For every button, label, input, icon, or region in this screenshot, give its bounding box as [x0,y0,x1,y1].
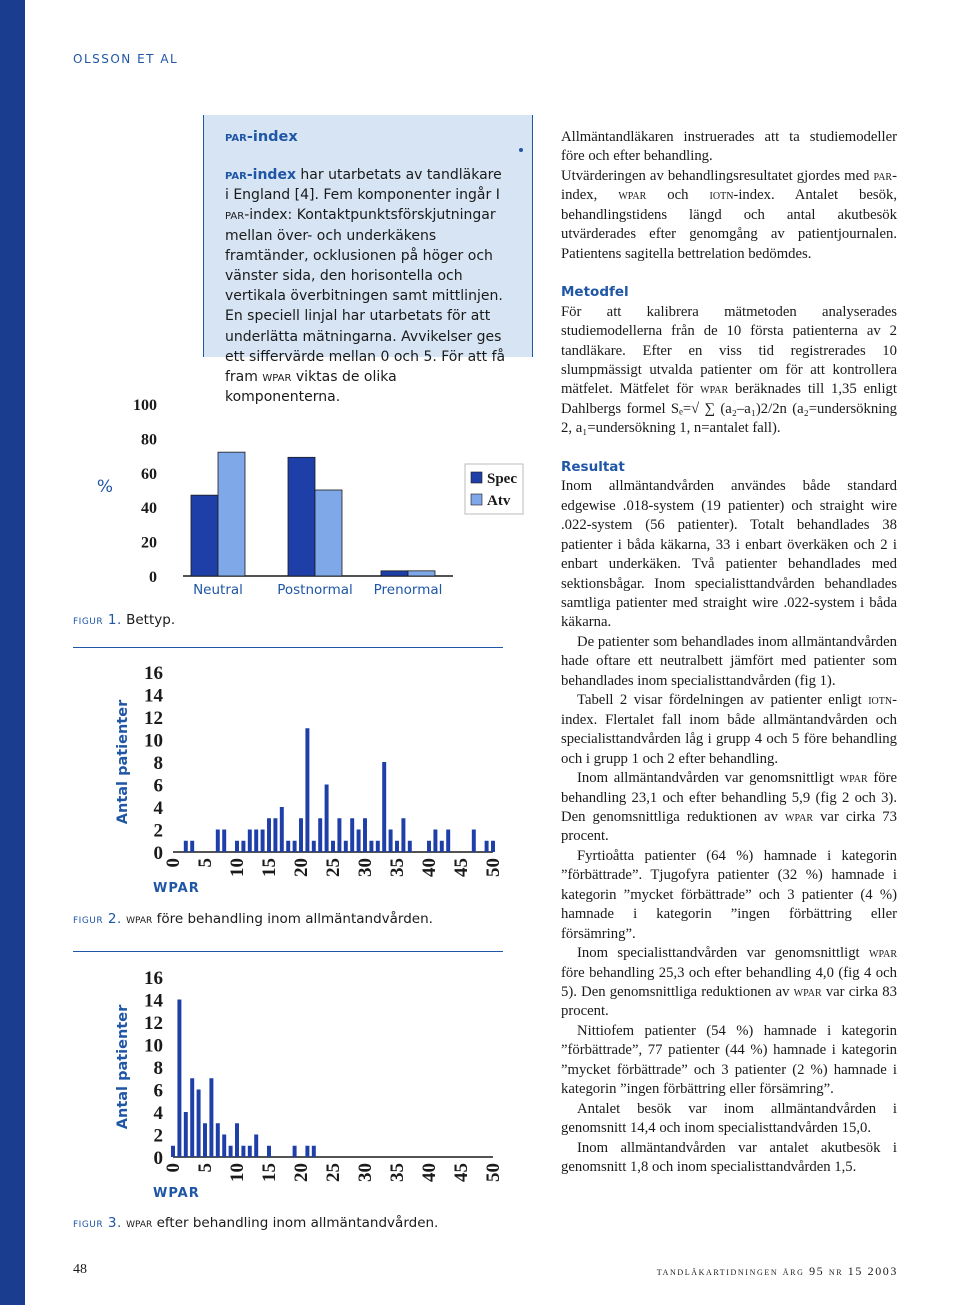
x-tick-label: 40 [419,858,440,877]
body-paragraph: Antalet besök var inom allmäntandvården i genomsnitt 14,4 och inom specialisttandvården 15,0. [561,1100,897,1137]
histogram-bar [491,841,495,852]
x-tick-label: 30 [355,858,376,877]
y-tick-label: 0 [153,843,163,864]
histogram-bar [446,830,450,853]
bar-atv-postnormal [315,490,342,576]
body-text-column [561,128,897,1178]
histogram-bar [344,841,348,852]
histogram-bar [267,1146,271,1157]
x-tick-label: 35 [387,858,408,877]
category-label: Prenormal [373,582,443,598]
histogram-bar [248,830,252,853]
histogram-bar [280,807,284,852]
histogram-bar [216,830,220,853]
histogram-bar [254,830,258,853]
histogram-bar [190,1078,194,1157]
x-tick-label: 25 [323,858,344,877]
y-tick-label: 60 [141,465,157,483]
y-tick-label: 0 [153,1148,163,1169]
x-tick-label: 25 [323,1163,344,1182]
body-paragraph: Nittiofem patienter (54 %) hamnade i kategorin ”förbättrade”, 77 patienter (44 %) hamnade i kategorin ”mycket förbättrade” och 3 patienter (2 %) hamnade i kategorin ”ingen förbättring eller försämring”. [561,1022,897,1098]
x-tick-label: 45 [451,858,472,877]
x-tick-label: 10 [227,858,248,877]
x-tick-label: 15 [259,858,280,877]
histogram-bar [248,1146,252,1157]
figure3-caption: figur 3. wpar efter behandling inom allmäntandvården. [73,1215,439,1231]
histogram-bar [222,830,226,853]
y-tick-label: 2 [153,1125,163,1147]
histogram-bar [235,841,239,852]
body-paragraph: Tabell 2 visar fördelningen av patienter enligt iotn-index. Flertalet fall inom både allmäntandvården och specialisttandvården låg i grupp 4 och 5 före behandling och i grupp 1 och 2 efter behandling. [561,692,897,767]
body-paragraph: För att kalibrera mätmetoden analyserades studiemodellerna från de 10 första patienterna av 2 tandläkare. Efter en viss tid registrerades 10 slumpmässigt utvalda patienter om för att kontrollera mätfelet. Mätfelet för wpar beräknades till 1,35 enligt Dahlbergs formel Sₑ=√ ∑ (a₂–a₁)2/2n (a₂=undersökning 2, a₁=undersökning 1, n=antalet fall). [561,303,897,437]
histogram-bar [337,818,341,852]
histogram-bar [273,818,277,852]
x-tick-label: 45 [451,1163,472,1182]
histogram-bar [184,841,188,852]
histogram-bar [267,818,271,852]
legend-swatch-atv [471,494,482,505]
x-tick-label: 10 [227,1163,248,1182]
histogram-bar [293,841,297,852]
bar-atv-prenormal [408,571,435,576]
y-tick-label: 14 [144,990,163,1012]
y-tick-label: 20 [141,534,157,552]
histogram-bar [222,1135,226,1158]
figure2-bottom-rule [73,951,503,952]
x-tick-label: 20 [291,1163,312,1182]
legend-swatch-spec [471,472,482,483]
histogram-bar [325,785,329,853]
histogram-bar [331,841,335,852]
figure2-caption: figur 2. wpar före behandling inom allmäntandvården. [73,911,433,927]
heading-metodfel: Metodfel [561,284,629,301]
y-tick-label: 40 [141,500,157,518]
figure1-caption: figur 1. Bettyp. [73,612,176,628]
histogram-bar [369,841,373,852]
figure1-bar-chart [73,380,517,625]
y-tick-label: 16 [144,968,163,989]
y-tick-label: 100 [133,397,157,414]
histogram-bar [209,1078,213,1157]
y-axis-label: Antal patienter [115,1004,131,1130]
bar-spec-neutral [191,495,218,576]
x-tick-label: 0 [163,858,184,868]
histogram-bar [357,830,361,853]
histogram-bar [433,830,437,853]
histogram-bar [171,1146,175,1157]
histogram-bar [312,1146,316,1157]
legend-label-spec: Spec [487,471,517,487]
histogram-bar [184,1112,188,1157]
histogram-bar [395,841,399,852]
histogram-bar [427,841,431,852]
y-tick-label: 2 [153,820,163,842]
histogram-bar [229,1146,233,1157]
par-index-box [203,115,533,406]
histogram-bar [305,1146,309,1157]
histogram-bar [440,841,444,852]
y-tick-label: 10 [144,730,163,752]
category-label: Neutral [193,582,243,598]
x-tick-label: 20 [291,858,312,877]
y-axis-label: % [96,477,114,497]
histogram-bar [286,841,290,852]
x-tick-label: 5 [195,858,216,868]
heading-resultat: Resultat [561,458,625,475]
histogram-bar [293,1146,297,1157]
y-tick-label: 12 [144,1013,163,1034]
histogram-bar [389,830,393,853]
histogram-bar [299,818,303,852]
x-tick-label: 50 [483,1163,504,1182]
histogram-bar [472,830,476,853]
y-tick-label: 8 [153,753,163,774]
body-paragraph: De patienter som behandlades inom allmäntandvården hade oftare ett neutralbett jämfört med patienter som behandlades inom specialisttandvården (fig 1). [561,633,897,689]
y-tick-label: 4 [153,798,163,819]
y-axis-label: Antal patienter [115,699,131,825]
body-paragraph: Allmäntandläkaren instruerades att ta studiemodeller före och efter behandling. [561,129,897,165]
histogram-bar [382,762,386,852]
body-paragraph: Fyrtioåtta patienter (64 %) hamnade i kategorin ”förbättrade”. Tjugofyra patienter (32 %) hamnade i kategorin ”mycket förbättrade” och 3 patienter (4 %) hamnade i kategorin ”ingen förbättring eller försämring”. [561,847,897,942]
body-paragraph: Inom allmäntandvården var antalet akutbesök i genomsnitt 1,8 och inom specialisttandvården 1,5. [561,1139,897,1176]
histogram-bar [485,841,489,852]
histogram-bar [216,1123,220,1157]
x-tick-label: 15 [259,1163,280,1182]
histogram-bar [408,841,412,852]
histogram-bar [241,841,245,852]
histogram-bar [254,1135,258,1158]
bar-atv-neutral [218,452,245,576]
x-axis-label: WPAR [153,881,200,896]
histogram-bar [177,1000,181,1158]
histogram-bar [376,841,380,852]
y-tick-label: 80 [141,431,157,449]
left-color-band [0,0,25,1305]
x-tick-label: 30 [355,1163,376,1182]
figure1-bottom-rule [73,647,503,648]
journal-footer: tandläkartidningen årg 95 nr 15 2003 [656,1264,898,1278]
body-paragraph: Inom specialisttandvården var genomsnittligt wpar före behandling 25,3 och efter behandling 4,0 (fig 4 och 5). Den genomsnittliga reduktionen av wpar var cirka 83 procent. [561,945,897,1020]
x-axis-label: WPAR [153,1186,200,1201]
histogram-bar [203,1123,207,1157]
histogram-bar [305,728,309,852]
y-tick-label: 10 [144,1035,163,1057]
x-tick-label: 50 [483,858,504,877]
figure3-histogram [73,955,513,1205]
histogram-bar [235,1123,239,1157]
body-paragraph: Inom allmäntandvården var genomsnittligt wpar före behandling 23,1 och efter behandling 5,9 (fig 2 och 3). Den genomsnittliga reduktionen av wpar var cirka 73 procent. [561,770,897,845]
running-head: OLSSON ET AL [73,52,179,66]
y-tick-label: 6 [153,1080,163,1102]
y-tick-label: 0 [149,569,157,586]
bar-spec-prenormal [381,571,408,576]
y-tick-label: 12 [144,708,163,729]
histogram-bar [401,818,405,852]
histogram-bar [350,818,354,852]
histogram-bar [197,1090,201,1158]
par-index-box-text: par-index har utarbetats av tandläkare i England [4]. Fem komponenter ingår I par-index: Kontaktpunktsförskjutningar mellan över- och underkäkens framtänder, ocklusionen på höger och vänster sida, den horisontella och vertikala överbitningen samt mittlinjen. En speciell linjal har utarbetats för att underlätta mätningarna. Avvikelser ges ett siffervärde mellan 0 och 5. För att få fram wpar viktas de olika komponenterna. [225,167,506,406]
histogram-bar [318,818,322,852]
legend-label-atv: Atv [487,493,511,509]
y-tick-label: 8 [153,1058,163,1079]
histogram-bar [261,830,265,853]
body-paragraph: Inom allmäntandvården användes både standard edgewise .018-system (19 patienter) och straight wire .022-system (56 patienter). Totalt behandlades 38 patienter i båda käkarna, 33 i enbart överkäken och 2 i enbart underkäken. Två patienter behandlades med sektionsbågar. Inom specialisttandvården behandlades samtliga patienter med straight wire .022-system i båda käkarna. [561,478,897,631]
column-marker-dot [519,148,523,152]
x-tick-label: 40 [419,1163,440,1182]
figure2-histogram [73,650,513,900]
histogram-bar [190,841,194,852]
x-tick-label: 35 [387,1163,408,1182]
par-index-box-title: par-index [225,129,298,145]
histogram-bar [312,841,316,852]
histogram-bar [241,1146,245,1157]
y-tick-label: 4 [153,1103,163,1124]
y-tick-label: 6 [153,775,163,797]
y-tick-label: 14 [144,685,163,707]
category-label: Postnormal [277,582,353,598]
histogram-bar [363,818,367,852]
x-tick-label: 5 [195,1163,216,1173]
x-tick-label: 0 [163,1163,184,1173]
bar-spec-postnormal [288,457,315,576]
body-paragraph: Utvärderingen av behandlingsresultatet gjordes med par-index, wpar och iotn-index. Antalet besök, behandlingstidens längd och antal akutbesök utvärderades efter genomgång av patientjournalen. Patientens sagitella bettrelation bedömdes. [561,167,897,262]
page-number: 48 [73,1262,87,1277]
y-tick-label: 16 [144,663,163,684]
